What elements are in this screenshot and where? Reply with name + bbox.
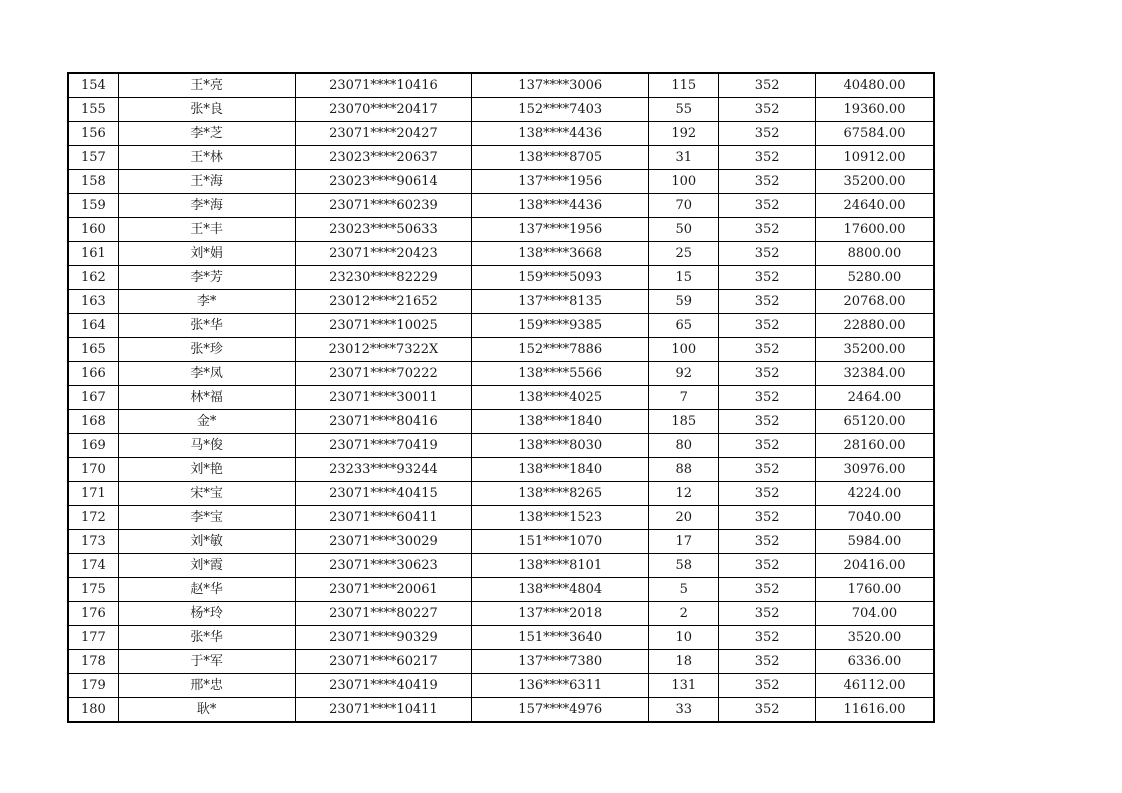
amount-cell: 20768.00 <box>815 290 934 314</box>
row-number-cell: 166 <box>68 362 118 386</box>
quantity-cell: 25 <box>649 242 719 266</box>
quantity-cell: 10 <box>649 626 719 650</box>
row-number-cell: 155 <box>68 98 118 122</box>
phone-cell: 137****1956 <box>472 170 649 194</box>
id-number-cell: 23233****93244 <box>295 458 472 482</box>
table-row <box>68 482 934 506</box>
amount-cell: 7040.00 <box>815 506 934 530</box>
row-number-cell: 161 <box>68 242 118 266</box>
table-row <box>68 314 934 338</box>
quantity-cell: 115 <box>649 73 719 98</box>
table-row <box>68 578 934 602</box>
quantity-cell: 15 <box>649 266 719 290</box>
amount-cell: 4224.00 <box>815 482 934 506</box>
name-cell: 张*华 <box>118 314 295 338</box>
quantity-cell: 192 <box>649 122 719 146</box>
amount-cell: 3520.00 <box>815 626 934 650</box>
amount-cell: 6336.00 <box>815 650 934 674</box>
quantity-cell: 50 <box>649 218 719 242</box>
id-number-cell: 23071****30029 <box>295 530 472 554</box>
id-number-cell: 23071****30011 <box>295 386 472 410</box>
id-number-cell: 23071****10411 <box>295 698 472 723</box>
unit-price-cell: 352 <box>719 698 815 723</box>
phone-cell: 138****8030 <box>472 434 649 458</box>
id-number-cell: 23070****20417 <box>295 98 472 122</box>
table-row <box>68 73 934 98</box>
table-row <box>68 386 934 410</box>
unit-price-cell: 352 <box>719 362 815 386</box>
table-row <box>68 194 934 218</box>
amount-cell: 22880.00 <box>815 314 934 338</box>
name-cell: 张*珍 <box>118 338 295 362</box>
row-number-cell: 172 <box>68 506 118 530</box>
name-cell: 王*海 <box>118 170 295 194</box>
id-number-cell: 23012****7322X <box>295 338 472 362</box>
quantity-cell: 33 <box>649 698 719 723</box>
name-cell: 赵*华 <box>118 578 295 602</box>
amount-cell: 46112.00 <box>815 674 934 698</box>
row-number-cell: 171 <box>68 482 118 506</box>
name-cell: 刘*艳 <box>118 458 295 482</box>
phone-cell: 138****1840 <box>472 410 649 434</box>
amount-cell: 40480.00 <box>815 73 934 98</box>
quantity-cell: 88 <box>649 458 719 482</box>
row-number-cell: 156 <box>68 122 118 146</box>
unit-price-cell: 352 <box>719 290 815 314</box>
phone-cell: 152****7403 <box>472 98 649 122</box>
row-number-cell: 157 <box>68 146 118 170</box>
phone-cell: 159****9385 <box>472 314 649 338</box>
quantity-cell: 20 <box>649 506 719 530</box>
name-cell: 王*林 <box>118 146 295 170</box>
id-number-cell: 23071****60239 <box>295 194 472 218</box>
quantity-cell: 131 <box>649 674 719 698</box>
phone-cell: 152****7886 <box>472 338 649 362</box>
table-row <box>68 674 934 698</box>
quantity-cell: 12 <box>649 482 719 506</box>
name-cell: 于*军 <box>118 650 295 674</box>
unit-price-cell: 352 <box>719 314 815 338</box>
quantity-cell: 100 <box>649 338 719 362</box>
phone-cell: 138****4804 <box>472 578 649 602</box>
row-number-cell: 170 <box>68 458 118 482</box>
quantity-cell: 70 <box>649 194 719 218</box>
unit-price-cell: 352 <box>719 650 815 674</box>
unit-price-cell: 352 <box>719 73 815 98</box>
unit-price-cell: 352 <box>719 602 815 626</box>
table-row <box>68 506 934 530</box>
unit-price-cell: 352 <box>719 218 815 242</box>
phone-cell: 138****3668 <box>472 242 649 266</box>
table-row <box>68 146 934 170</box>
name-cell: 邢*忠 <box>118 674 295 698</box>
table-row <box>68 170 934 194</box>
quantity-cell: 31 <box>649 146 719 170</box>
row-number-cell: 160 <box>68 218 118 242</box>
table-row <box>68 266 934 290</box>
table-row <box>68 410 934 434</box>
name-cell: 宋*宝 <box>118 482 295 506</box>
amount-cell: 8800.00 <box>815 242 934 266</box>
phone-cell: 138****4436 <box>472 122 649 146</box>
table-row <box>68 698 934 723</box>
id-number-cell: 23071****20427 <box>295 122 472 146</box>
amount-cell: 704.00 <box>815 602 934 626</box>
table-row <box>68 458 934 482</box>
table-row <box>68 602 934 626</box>
row-number-cell: 173 <box>68 530 118 554</box>
id-number-cell: 23230****82229 <box>295 266 472 290</box>
quantity-cell: 55 <box>649 98 719 122</box>
id-number-cell: 23012****21652 <box>295 290 472 314</box>
row-number-cell: 162 <box>68 266 118 290</box>
quantity-cell: 5 <box>649 578 719 602</box>
id-number-cell: 23071****40415 <box>295 482 472 506</box>
id-number-cell: 23071****80416 <box>295 410 472 434</box>
table-row <box>68 338 934 362</box>
phone-cell: 138****8705 <box>472 146 649 170</box>
unit-price-cell: 352 <box>719 554 815 578</box>
amount-cell: 17600.00 <box>815 218 934 242</box>
row-number-cell: 180 <box>68 698 118 723</box>
unit-price-cell: 352 <box>719 338 815 362</box>
table-row <box>68 650 934 674</box>
quantity-cell: 65 <box>649 314 719 338</box>
row-number-cell: 163 <box>68 290 118 314</box>
row-number-cell: 175 <box>68 578 118 602</box>
amount-cell: 5984.00 <box>815 530 934 554</box>
name-cell: 李*芝 <box>118 122 295 146</box>
phone-cell: 138****4025 <box>472 386 649 410</box>
unit-price-cell: 352 <box>719 98 815 122</box>
amount-cell: 5280.00 <box>815 266 934 290</box>
phone-cell: 136****6311 <box>472 674 649 698</box>
amount-cell: 20416.00 <box>815 554 934 578</box>
amount-cell: 67584.00 <box>815 122 934 146</box>
table-row <box>68 242 934 266</box>
amount-cell: 35200.00 <box>815 338 934 362</box>
name-cell: 林*福 <box>118 386 295 410</box>
row-number-cell: 176 <box>68 602 118 626</box>
unit-price-cell: 352 <box>719 386 815 410</box>
table-row <box>68 290 934 314</box>
phone-cell: 138****8265 <box>472 482 649 506</box>
table-row <box>68 530 934 554</box>
unit-price-cell: 352 <box>719 674 815 698</box>
quantity-cell: 58 <box>649 554 719 578</box>
name-cell: 李*海 <box>118 194 295 218</box>
phone-cell: 138****1840 <box>472 458 649 482</box>
quantity-cell: 18 <box>649 650 719 674</box>
id-number-cell: 23023****90614 <box>295 170 472 194</box>
unit-price-cell: 352 <box>719 458 815 482</box>
unit-price-cell: 352 <box>719 170 815 194</box>
unit-price-cell: 352 <box>719 194 815 218</box>
unit-price-cell: 352 <box>719 434 815 458</box>
table-row <box>68 98 934 122</box>
amount-cell: 2464.00 <box>815 386 934 410</box>
name-cell: 王*丰 <box>118 218 295 242</box>
row-number-cell: 159 <box>68 194 118 218</box>
table-row <box>68 554 934 578</box>
name-cell: 金* <box>118 410 295 434</box>
quantity-cell: 59 <box>649 290 719 314</box>
unit-price-cell: 352 <box>719 482 815 506</box>
row-number-cell: 164 <box>68 314 118 338</box>
row-number-cell: 165 <box>68 338 118 362</box>
amount-cell: 24640.00 <box>815 194 934 218</box>
phone-cell: 138****4436 <box>472 194 649 218</box>
amount-cell: 19360.00 <box>815 98 934 122</box>
unit-price-cell: 352 <box>719 530 815 554</box>
quantity-cell: 2 <box>649 602 719 626</box>
id-number-cell: 23023****50633 <box>295 218 472 242</box>
id-number-cell: 23071****20061 <box>295 578 472 602</box>
phone-cell: 157****4976 <box>472 698 649 723</box>
name-cell: 刘*娟 <box>118 242 295 266</box>
unit-price-cell: 352 <box>719 242 815 266</box>
id-number-cell: 23071****30623 <box>295 554 472 578</box>
name-cell: 马*俊 <box>118 434 295 458</box>
row-number-cell: 158 <box>68 170 118 194</box>
name-cell: 李* <box>118 290 295 314</box>
name-cell: 杨*玲 <box>118 602 295 626</box>
phone-cell: 137****7380 <box>472 650 649 674</box>
quantity-cell: 17 <box>649 530 719 554</box>
id-number-cell: 23071****20423 <box>295 242 472 266</box>
name-cell: 李*芳 <box>118 266 295 290</box>
name-cell: 李*凤 <box>118 362 295 386</box>
table-row <box>68 434 934 458</box>
name-cell: 王*亮 <box>118 73 295 98</box>
table-row <box>68 122 934 146</box>
name-cell: 刘*霞 <box>118 554 295 578</box>
name-cell: 张*华 <box>118 626 295 650</box>
unit-price-cell: 352 <box>719 506 815 530</box>
phone-cell: 151****1070 <box>472 530 649 554</box>
row-number-cell: 169 <box>68 434 118 458</box>
quantity-cell: 7 <box>649 386 719 410</box>
table-body <box>68 73 934 722</box>
phone-cell: 137****2018 <box>472 602 649 626</box>
phone-cell: 138****8101 <box>472 554 649 578</box>
name-cell: 耿* <box>118 698 295 723</box>
id-number-cell: 23071****90329 <box>295 626 472 650</box>
phone-cell: 159****5093 <box>472 266 649 290</box>
amount-cell: 65120.00 <box>815 410 934 434</box>
phone-cell: 137****3006 <box>472 73 649 98</box>
amount-cell: 11616.00 <box>815 698 934 723</box>
unit-price-cell: 352 <box>719 146 815 170</box>
id-number-cell: 23071****70222 <box>295 362 472 386</box>
amount-cell: 1760.00 <box>815 578 934 602</box>
id-number-cell: 23071****60411 <box>295 506 472 530</box>
unit-price-cell: 352 <box>719 266 815 290</box>
data-table-container <box>67 72 935 723</box>
id-number-cell: 23071****70419 <box>295 434 472 458</box>
id-number-cell: 23071****60217 <box>295 650 472 674</box>
phone-cell: 138****5566 <box>472 362 649 386</box>
table-row <box>68 218 934 242</box>
data-table <box>67 72 935 723</box>
amount-cell: 28160.00 <box>815 434 934 458</box>
name-cell: 张*良 <box>118 98 295 122</box>
row-number-cell: 154 <box>68 73 118 98</box>
quantity-cell: 100 <box>649 170 719 194</box>
phone-cell: 138****1523 <box>472 506 649 530</box>
row-number-cell: 178 <box>68 650 118 674</box>
quantity-cell: 185 <box>649 410 719 434</box>
id-number-cell: 23071****10416 <box>295 73 472 98</box>
unit-price-cell: 352 <box>719 578 815 602</box>
amount-cell: 32384.00 <box>815 362 934 386</box>
amount-cell: 35200.00 <box>815 170 934 194</box>
unit-price-cell: 352 <box>719 122 815 146</box>
id-number-cell: 23071****80227 <box>295 602 472 626</box>
unit-price-cell: 352 <box>719 410 815 434</box>
quantity-cell: 92 <box>649 362 719 386</box>
amount-cell: 10912.00 <box>815 146 934 170</box>
name-cell: 刘*敏 <box>118 530 295 554</box>
quantity-cell: 80 <box>649 434 719 458</box>
unit-price-cell: 352 <box>719 626 815 650</box>
id-number-cell: 23071****40419 <box>295 674 472 698</box>
table-row <box>68 362 934 386</box>
row-number-cell: 174 <box>68 554 118 578</box>
phone-cell: 137****1956 <box>472 218 649 242</box>
table-row <box>68 626 934 650</box>
name-cell: 李*宝 <box>118 506 295 530</box>
row-number-cell: 168 <box>68 410 118 434</box>
row-number-cell: 179 <box>68 674 118 698</box>
row-number-cell: 177 <box>68 626 118 650</box>
phone-cell: 137****8135 <box>472 290 649 314</box>
phone-cell: 151****3640 <box>472 626 649 650</box>
id-number-cell: 23023****20637 <box>295 146 472 170</box>
id-number-cell: 23071****10025 <box>295 314 472 338</box>
row-number-cell: 167 <box>68 386 118 410</box>
amount-cell: 30976.00 <box>815 458 934 482</box>
